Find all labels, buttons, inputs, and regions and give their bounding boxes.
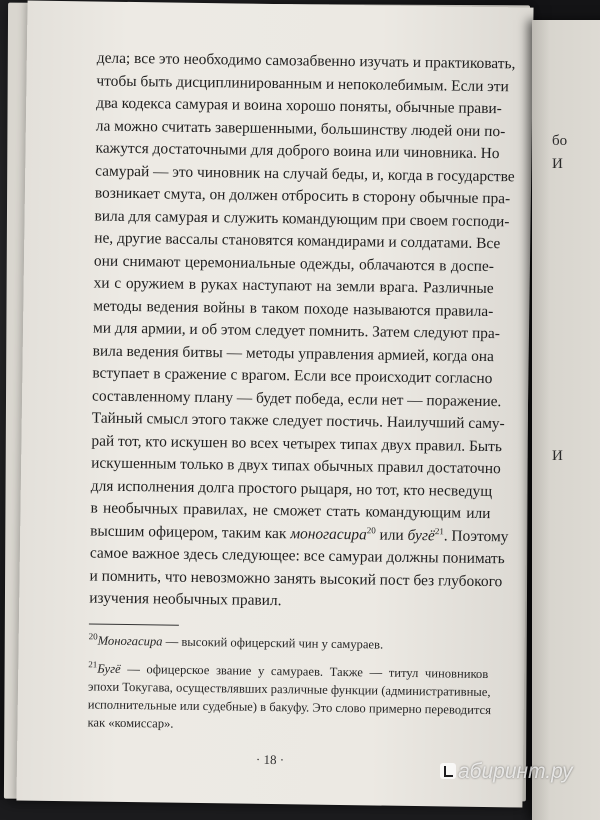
footnote-line: исполнительные или судебные) в бакуфу. Это слово примерно переводится bbox=[87, 697, 492, 718]
footnote-number: 20 bbox=[88, 631, 98, 642]
footnotes bbox=[87, 631, 492, 737]
text-line: Тайный смысл этого также следует постичь. Наилучший саму- bbox=[91, 409, 505, 433]
text-line: искушенным только в двух типах обычных правил достаточно bbox=[91, 454, 501, 478]
text-line: рай тот, кто искушен во всех четырех типах двух правил. Быть bbox=[91, 431, 503, 455]
footnote-20 bbox=[89, 631, 489, 655]
text-line: и помнить, что невозможно занять высокий пост без глубокого bbox=[89, 566, 503, 590]
watermark-text: абиринт.ру bbox=[458, 760, 573, 783]
labirint-logo-icon bbox=[440, 763, 456, 779]
facing-fragment: бо bbox=[552, 133, 568, 149]
text-line: чтобы быть дисциплинированным и непоколебимым. Если эти bbox=[96, 72, 509, 95]
text-line: дела; все это необходимо самозабвенно изучать и практиковать, bbox=[96, 49, 516, 73]
text-line: два кодекса самурая и воина хорошо поняты, обычные прави- bbox=[96, 94, 502, 118]
facing-fragment: И bbox=[552, 448, 563, 464]
footnote-term: Моногасира bbox=[97, 633, 163, 649]
text-line: ми для армии, и об этом следует помнить. Затем следуют пра- bbox=[92, 319, 501, 343]
text-line: в необычных правилах, не сможет стать командующим или bbox=[90, 499, 491, 523]
footnote-term: Бугё bbox=[97, 661, 121, 676]
facing-fragment: И bbox=[552, 155, 563, 172]
text-line: вила ведения битвы — методы управления армией, когда она bbox=[92, 341, 495, 365]
page-stack bbox=[4, 3, 530, 802]
facing-page bbox=[532, 20, 600, 820]
footnote-divider bbox=[89, 623, 179, 625]
footnote-ref-21[interactable]: 21 bbox=[434, 525, 444, 536]
footnote-number: 21 bbox=[88, 659, 98, 670]
term-bugyo: бугё bbox=[407, 526, 435, 544]
text-fragment: или bbox=[375, 525, 408, 544]
text-line: для исполнения долга простого рыцаря, но тот, кто несведущ bbox=[90, 476, 493, 500]
text-line: не, другие вассалы становятся командирами и солдатами. Все bbox=[94, 229, 501, 253]
footnote-21 bbox=[87, 659, 492, 737]
text-fragment: высшим офицером, таким как bbox=[90, 521, 291, 542]
footnote-text: — офицерское звание у самураев. Также — титул чиновников bbox=[120, 661, 489, 682]
book-page bbox=[16, 1, 533, 808]
text-line: хи с оружием в руках наступают на земли врага. Различные bbox=[93, 274, 494, 298]
text-line: самое важное здесь следующее: все самураи должны понимать bbox=[89, 544, 505, 568]
facing-page-text bbox=[552, 130, 567, 468]
page-number: · 18 · bbox=[255, 751, 285, 768]
text-line: они снимают церемониальные одежды, облачаются в доспе- bbox=[93, 252, 495, 275]
text-line: возникает смута, он должен отбросить в сторону обычные пра- bbox=[94, 184, 511, 208]
text-fragment: . Поэтому bbox=[443, 526, 509, 545]
footnote-line: как «комиссар». bbox=[87, 715, 174, 731]
footnote-ref-20[interactable]: 20 bbox=[366, 524, 376, 535]
footnote-line: эпохи Токугава, осуществлявших различные функции (административные, bbox=[87, 679, 491, 700]
main-text bbox=[89, 48, 516, 616]
text-line: вила для самурая и служить командующим при своем господи- bbox=[94, 207, 510, 230]
labirint-watermark bbox=[440, 760, 573, 784]
text-line: вступает в сражение с врагом. Если все происходит согласно bbox=[92, 364, 493, 388]
text-line: ла можно считать завершенными, большинству людей они по- bbox=[95, 117, 506, 140]
text-line: изучения необычных правил. bbox=[89, 589, 282, 610]
term-monogasira: моногасира bbox=[290, 524, 367, 543]
text-line: самурай — это чиновник на случай беды, и, когда в государстве bbox=[95, 162, 515, 185]
text-line: кажутся достаточными для доброго воина или чиновника. Но bbox=[95, 139, 500, 163]
footnote-text: — высокий офицерский чин у самураев. bbox=[162, 634, 384, 652]
text-line: методы ведения войны в таком походе называются правила- bbox=[93, 296, 494, 320]
text-line: составленному плану — будет победа, если нет — поражение. bbox=[91, 386, 502, 410]
